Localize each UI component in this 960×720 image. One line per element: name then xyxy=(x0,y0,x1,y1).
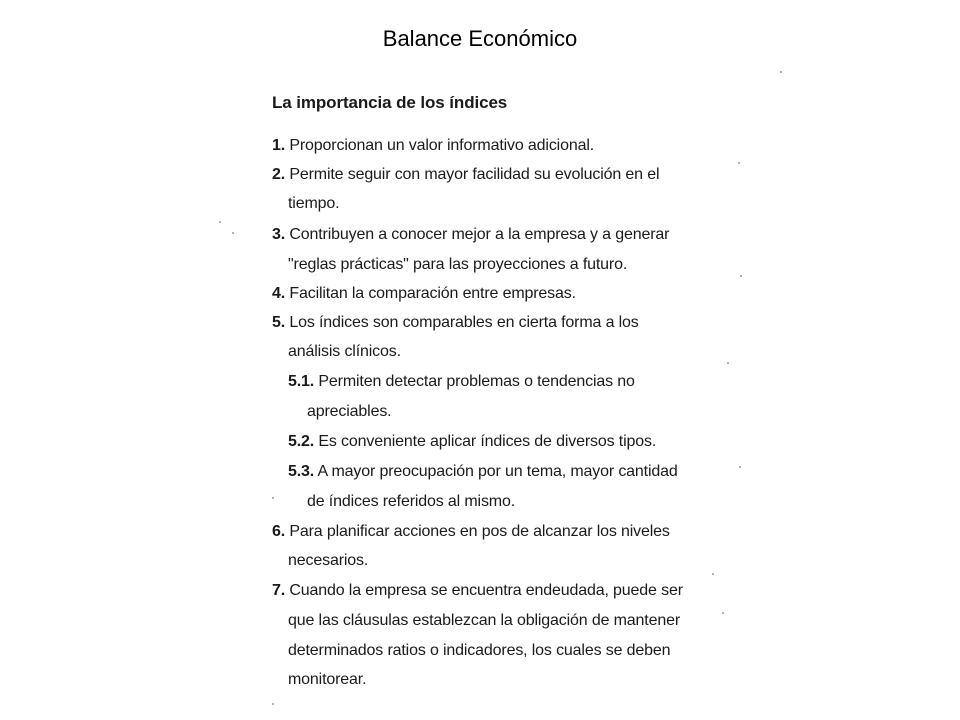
list-item-3 xyxy=(272,226,669,244)
list-item-5-1 xyxy=(288,373,635,391)
scan-speck xyxy=(739,466,741,468)
list-item-2-continuation: tiempo. xyxy=(288,195,340,212)
item-number: 5.1. xyxy=(288,373,315,390)
list-item-5-1-continuation: apreciables. xyxy=(307,403,392,420)
list-item-6 xyxy=(272,523,670,541)
scan-speck xyxy=(712,573,714,575)
list-item-5 xyxy=(272,314,639,332)
list-item-6-continuation: necesarios. xyxy=(288,552,369,569)
item-text: Permiten detectar problemas o tendencias no xyxy=(318,373,635,390)
list-item-2 xyxy=(272,166,659,184)
item-text: Proporcionan un valor informativo adicional. xyxy=(289,137,595,154)
item-text: Facilitan la comparación entre empresas. xyxy=(289,285,576,302)
item-number: 5.2. xyxy=(288,433,315,450)
scan-speck xyxy=(272,497,274,499)
item-text: Permite seguir con mayor facilidad su evolución en el xyxy=(289,166,660,183)
list-item-3-continuation: "reglas prácticas" para las proyecciones a futuro. xyxy=(288,256,628,273)
scan-speck xyxy=(727,362,729,364)
item-number: 7. xyxy=(272,582,286,599)
list-item-7-continuation-3: monitorear. xyxy=(288,671,367,688)
item-text: Es conveniente aplicar índices de diversos tipos. xyxy=(318,433,657,450)
scan-speck xyxy=(740,275,742,277)
scan-speck xyxy=(272,703,274,705)
list-item-5-2 xyxy=(288,433,656,451)
item-number: 5.3. xyxy=(288,463,315,480)
scan-speck xyxy=(722,612,724,614)
list-item-1 xyxy=(272,137,594,155)
item-text: A mayor preocupación por un tema, mayor cantidad xyxy=(317,463,678,480)
list-item-5-continuation: análisis clínicos. xyxy=(288,343,401,360)
list-item-7-continuation-2: determinados ratios o indicadores, los cuales se deben xyxy=(288,642,671,659)
item-text: Cuando la empresa se encuentra endeudada, puede ser xyxy=(289,582,683,599)
list-item-5-3 xyxy=(288,463,678,481)
item-number: 3. xyxy=(272,226,286,243)
item-text: Contribuyen a conocer mejor a la empresa y a generar xyxy=(289,226,670,243)
list-item-5-3-continuation: de índices referidos al mismo. xyxy=(307,493,516,510)
list-item-7-continuation-1: que las cláusulas establezcan la obligación de mantener xyxy=(288,612,681,629)
item-text: Los índices son comparables en cierta forma a los xyxy=(289,314,639,331)
scan-speck xyxy=(219,221,221,223)
scan-speck xyxy=(738,162,740,164)
scan-speck xyxy=(232,232,234,234)
slide-title: Balance Económico xyxy=(382,26,578,51)
document-heading: La importancia de los índices xyxy=(272,93,508,112)
item-number: 5. xyxy=(272,314,286,331)
list-item-7 xyxy=(272,582,683,600)
item-text: Para planificar acciones en pos de alcanzar los niveles xyxy=(289,523,670,540)
item-number: 2. xyxy=(272,166,286,183)
list-item-4 xyxy=(272,285,576,303)
item-number: 6. xyxy=(272,523,286,540)
item-number: 4. xyxy=(272,285,286,302)
scan-speck xyxy=(780,71,782,73)
item-number: 1. xyxy=(272,137,286,154)
